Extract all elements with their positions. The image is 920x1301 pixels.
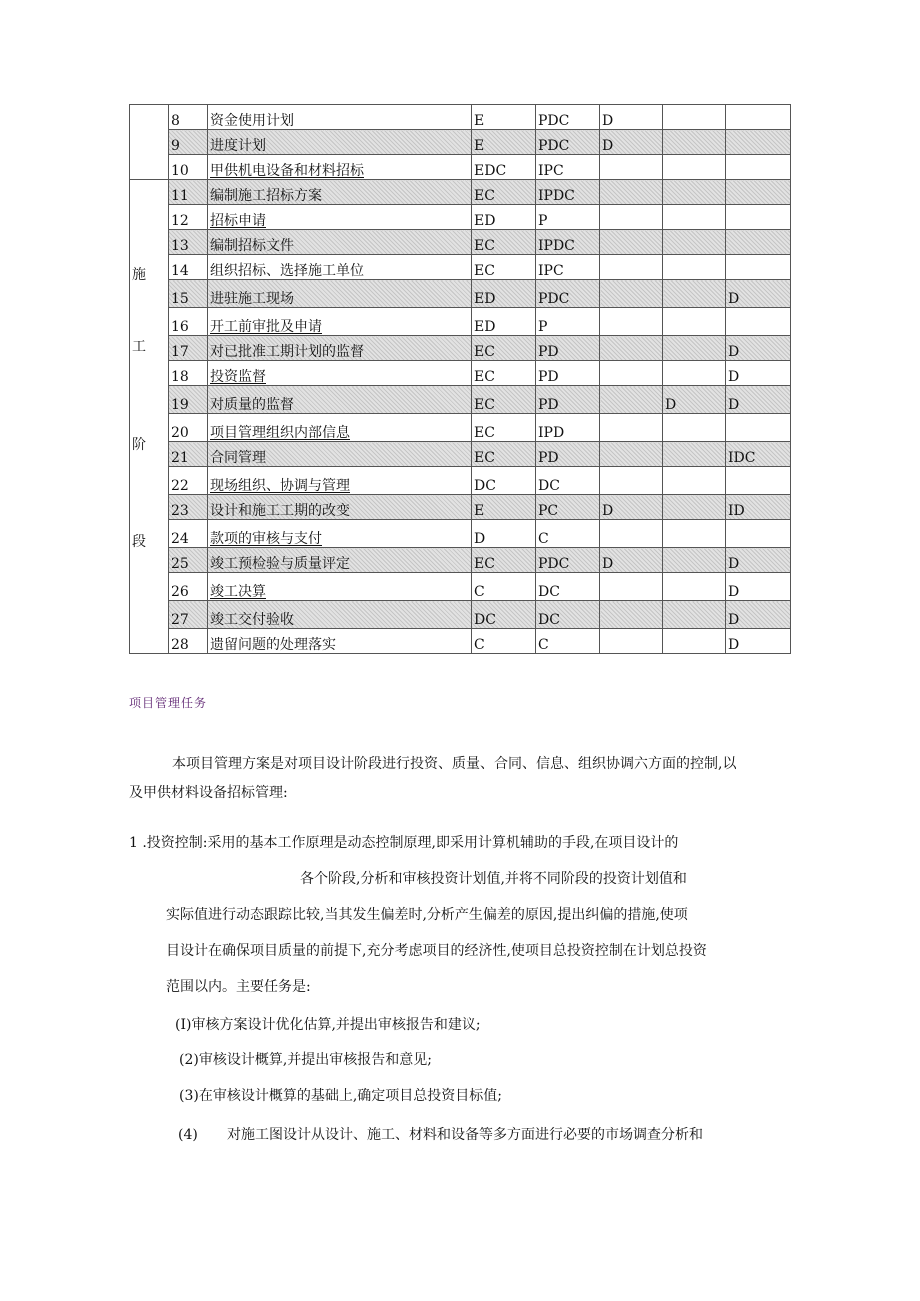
resp-cell-1: EC bbox=[472, 230, 536, 255]
resp-cell-2: C bbox=[536, 520, 600, 548]
task-text: 开工前审批及申请 bbox=[210, 319, 322, 335]
row-number: 24 bbox=[169, 520, 208, 548]
resp-cell-3: D bbox=[600, 548, 663, 573]
resp-cell-5 bbox=[726, 105, 791, 130]
resp-cell-3 bbox=[600, 467, 663, 495]
item1-line-3: 实际值进行动态跟踪比较,当其发生偏差时,分析产生偏差的原因,提出纠偏的措施,使项 bbox=[166, 907, 688, 923]
resp-cell-4 bbox=[663, 467, 726, 495]
resp-cell-4 bbox=[663, 495, 726, 520]
task-name bbox=[208, 414, 472, 442]
resp-cell-1: DC bbox=[472, 467, 536, 495]
row-number: 12 bbox=[169, 205, 208, 230]
intro-line-1: 本项目管理方案是对项目设计阶段进行投资、质量、合同、信息、组织协调六方面的控制,以 bbox=[172, 756, 737, 772]
subtask-4-label: (4) bbox=[178, 1127, 198, 1143]
table-row bbox=[130, 105, 791, 130]
table-row bbox=[130, 442, 791, 467]
resp-cell-3 bbox=[600, 336, 663, 361]
task-name: 进度计划 bbox=[208, 130, 472, 155]
resp-cell-1: C bbox=[472, 629, 536, 654]
resp-cell-5 bbox=[726, 467, 791, 495]
resp-cell-3 bbox=[600, 386, 663, 414]
resp-cell-1: EC bbox=[472, 442, 536, 467]
resp-cell-2: P bbox=[536, 205, 600, 230]
row-number: 26 bbox=[169, 573, 208, 601]
table-row bbox=[130, 336, 791, 361]
resp-cell-5: D bbox=[726, 280, 791, 308]
resp-cell-1: E bbox=[472, 130, 536, 155]
resp-cell-1: E bbox=[472, 495, 536, 520]
resp-cell-2: PD bbox=[536, 361, 600, 386]
resp-cell-1: EC bbox=[472, 548, 536, 573]
resp-cell-3 bbox=[600, 308, 663, 336]
resp-cell-2: DC bbox=[536, 573, 600, 601]
resp-cell-3: D bbox=[600, 130, 663, 155]
resp-cell-2: PD bbox=[536, 386, 600, 414]
task-name: 组织招标、选择施工单位 bbox=[208, 255, 472, 280]
resp-cell-3 bbox=[600, 573, 663, 601]
resp-cell-3 bbox=[600, 230, 663, 255]
task-name bbox=[208, 467, 472, 495]
stage-char: 阶 bbox=[132, 437, 146, 453]
resp-cell-2: DC bbox=[536, 467, 600, 495]
subtask-1: (I)审核方案设计优化估算,并提出审核报告和建议; bbox=[175, 1017, 481, 1033]
resp-cell-1: C bbox=[472, 573, 536, 601]
item1-line-2: 各个阶段,分析和审核投资计划值,并将不同阶段的投资计划值和 bbox=[300, 871, 687, 887]
resp-cell-4 bbox=[663, 548, 726, 573]
resp-cell-5 bbox=[726, 230, 791, 255]
task-name: 对已批准工期计划的监督 bbox=[208, 336, 472, 361]
item1-line-5: 范围以内。主要任务是: bbox=[166, 979, 311, 995]
resp-cell-5: ID bbox=[726, 495, 791, 520]
table-row bbox=[130, 520, 791, 548]
resp-cell-1: EC bbox=[472, 180, 536, 205]
task-name: 对质量的监督 bbox=[208, 386, 472, 414]
row-number: 21 bbox=[169, 442, 208, 467]
task-name: 设计和施工工期的改变 bbox=[208, 495, 472, 520]
intro-line-2: 及甲供材料设备招标管理: bbox=[129, 785, 288, 801]
row-number: 28 bbox=[169, 629, 208, 654]
resp-cell-3 bbox=[600, 414, 663, 442]
task-text: 甲供机电设备和材料招标 bbox=[210, 163, 364, 179]
table-row bbox=[130, 280, 791, 308]
table-row bbox=[130, 495, 791, 520]
row-number: 19 bbox=[169, 386, 208, 414]
table-row bbox=[130, 386, 791, 414]
resp-cell-4 bbox=[663, 255, 726, 280]
row-number: 27 bbox=[169, 601, 208, 629]
item1-line-4: 目设计在确保项目质量的前提下,充分考虑项目的经济性,使项目总投资控制在计划总投资 bbox=[166, 943, 707, 959]
resp-cell-4 bbox=[663, 105, 726, 130]
task-name: 编制施工招标方案 bbox=[208, 180, 472, 205]
table-row bbox=[130, 255, 791, 280]
resp-cell-3 bbox=[600, 155, 663, 180]
task-text: 现场组织、协调与管理 bbox=[210, 478, 350, 494]
responsibility-table bbox=[129, 104, 791, 654]
resp-cell-2: IPC bbox=[536, 155, 600, 180]
resp-cell-5 bbox=[726, 155, 791, 180]
table-row bbox=[130, 361, 791, 386]
subtask-3: (3)在审核设计概算的基础上,确定项目总投资目标值; bbox=[179, 1088, 502, 1104]
table-row bbox=[130, 601, 791, 629]
task-name: 资金使用计划 bbox=[208, 105, 472, 130]
resp-cell-2: PDC bbox=[536, 130, 600, 155]
resp-cell-5: D bbox=[726, 386, 791, 414]
task-text: 投资监督 bbox=[210, 369, 266, 385]
resp-cell-2: PD bbox=[536, 336, 600, 361]
row-number: 9 bbox=[169, 130, 208, 155]
resp-cell-3 bbox=[600, 601, 663, 629]
resp-cell-1: EC bbox=[472, 414, 536, 442]
row-number: 13 bbox=[169, 230, 208, 255]
table-row bbox=[130, 230, 791, 255]
resp-cell-2: C bbox=[536, 629, 600, 654]
resp-cell-4 bbox=[663, 361, 726, 386]
resp-cell-1: ED bbox=[472, 308, 536, 336]
resp-cell-5 bbox=[726, 520, 791, 548]
resp-cell-4 bbox=[663, 155, 726, 180]
table-row bbox=[130, 414, 791, 442]
resp-cell-2: PDC bbox=[536, 548, 600, 573]
row-number: 20 bbox=[169, 414, 208, 442]
resp-cell-2: IPDC bbox=[536, 230, 600, 255]
resp-cell-3 bbox=[600, 255, 663, 280]
resp-cell-4 bbox=[663, 442, 726, 467]
resp-cell-5: D bbox=[726, 629, 791, 654]
table-body bbox=[130, 105, 791, 654]
resp-cell-1: DC bbox=[472, 601, 536, 629]
resp-cell-2: IPDC bbox=[536, 180, 600, 205]
resp-cell-5: D bbox=[726, 548, 791, 573]
resp-cell-5: IDC bbox=[726, 442, 791, 467]
row-number: 10 bbox=[169, 155, 208, 180]
resp-cell-1: EC bbox=[472, 336, 536, 361]
resp-cell-3 bbox=[600, 442, 663, 467]
resp-cell-3 bbox=[600, 520, 663, 548]
task-text: 竣工决算 bbox=[210, 584, 266, 600]
table-row bbox=[130, 308, 791, 336]
item1-line-1: 1 .投资控制:采用的基本工作原理是动态控制原理,即采用计算机辅助的手段,在项目设计的 bbox=[129, 835, 679, 851]
task-name bbox=[208, 308, 472, 336]
resp-cell-2: PD bbox=[536, 442, 600, 467]
row-number: 17 bbox=[169, 336, 208, 361]
resp-cell-1: EC bbox=[472, 361, 536, 386]
resp-cell-4 bbox=[663, 629, 726, 654]
table-row bbox=[130, 130, 791, 155]
row-number: 16 bbox=[169, 308, 208, 336]
table-row bbox=[130, 629, 791, 654]
resp-cell-1: EC bbox=[472, 255, 536, 280]
resp-cell-4: D bbox=[663, 386, 726, 414]
row-number: 8 bbox=[169, 105, 208, 130]
stage-cell bbox=[130, 105, 169, 180]
table-row bbox=[130, 180, 791, 205]
row-number: 22 bbox=[169, 467, 208, 495]
resp-cell-5: D bbox=[726, 573, 791, 601]
task-name bbox=[208, 155, 472, 180]
resp-cell-5 bbox=[726, 205, 791, 230]
task-name bbox=[208, 520, 472, 548]
resp-cell-4 bbox=[663, 130, 726, 155]
resp-cell-4 bbox=[663, 308, 726, 336]
resp-cell-3 bbox=[600, 280, 663, 308]
resp-cell-1: ED bbox=[472, 280, 536, 308]
resp-cell-2: IPC bbox=[536, 255, 600, 280]
resp-cell-4 bbox=[663, 520, 726, 548]
row-number: 18 bbox=[169, 361, 208, 386]
task-name bbox=[208, 573, 472, 601]
task-name: 竣工交付验收 bbox=[208, 601, 472, 629]
resp-cell-3 bbox=[600, 205, 663, 230]
resp-cell-2: P bbox=[536, 308, 600, 336]
resp-cell-5 bbox=[726, 414, 791, 442]
row-number: 15 bbox=[169, 280, 208, 308]
task-name: 遗留问题的处理落实 bbox=[208, 629, 472, 654]
resp-cell-1: EC bbox=[472, 386, 536, 414]
resp-cell-5 bbox=[726, 255, 791, 280]
resp-cell-3: D bbox=[600, 495, 663, 520]
stage-cell bbox=[130, 180, 169, 654]
resp-cell-4 bbox=[663, 573, 726, 601]
resp-cell-2: IPD bbox=[536, 414, 600, 442]
resp-cell-3 bbox=[600, 629, 663, 654]
task-text: 招标申请 bbox=[210, 213, 266, 229]
subtask-2: (2)审核设计概算,并提出审核报告和意见; bbox=[179, 1052, 432, 1068]
resp-cell-5: D bbox=[726, 601, 791, 629]
resp-cell-1: E bbox=[472, 105, 536, 130]
table-row bbox=[130, 548, 791, 573]
resp-cell-5: D bbox=[726, 336, 791, 361]
resp-cell-5 bbox=[726, 130, 791, 155]
task-text: 款项的审核与支付 bbox=[210, 531, 322, 547]
resp-cell-2: PDC bbox=[536, 105, 600, 130]
section-heading: 项目管理任务 bbox=[129, 696, 208, 710]
table-row bbox=[130, 467, 791, 495]
resp-cell-2: PC bbox=[536, 495, 600, 520]
resp-cell-4 bbox=[663, 205, 726, 230]
subtask-4-text: 对施工图设计从设计、施工、材料和设备等多方面进行必要的市场调查分析和 bbox=[227, 1127, 703, 1143]
resp-cell-4 bbox=[663, 280, 726, 308]
row-number: 11 bbox=[169, 180, 208, 205]
resp-cell-4 bbox=[663, 414, 726, 442]
table-row bbox=[130, 573, 791, 601]
task-name: 竣工预检验与质量评定 bbox=[208, 548, 472, 573]
task-name: 编制招标文件 bbox=[208, 230, 472, 255]
task-text: 项目管理组织内部信息 bbox=[210, 425, 350, 441]
resp-cell-4 bbox=[663, 336, 726, 361]
row-number: 25 bbox=[169, 548, 208, 573]
stage-char: 施 bbox=[132, 267, 146, 283]
table-row bbox=[130, 205, 791, 230]
resp-cell-4 bbox=[663, 230, 726, 255]
table-row bbox=[130, 155, 791, 180]
resp-cell-4 bbox=[663, 601, 726, 629]
resp-cell-5 bbox=[726, 308, 791, 336]
resp-cell-4 bbox=[663, 180, 726, 205]
task-name bbox=[208, 361, 472, 386]
resp-cell-2: DC bbox=[536, 601, 600, 629]
resp-cell-3 bbox=[600, 361, 663, 386]
task-name bbox=[208, 205, 472, 230]
task-name: 合同管理 bbox=[208, 442, 472, 467]
resp-cell-3 bbox=[600, 180, 663, 205]
resp-cell-2: PDC bbox=[536, 280, 600, 308]
resp-cell-1: D bbox=[472, 520, 536, 548]
row-number: 14 bbox=[169, 255, 208, 280]
resp-cell-1: ED bbox=[472, 205, 536, 230]
stage-char: 工 bbox=[132, 339, 146, 355]
task-name: 进驻施工现场 bbox=[208, 280, 472, 308]
resp-cell-5: D bbox=[726, 361, 791, 386]
stage-char: 段 bbox=[132, 534, 146, 550]
row-number: 23 bbox=[169, 495, 208, 520]
resp-cell-1: EDC bbox=[472, 155, 536, 180]
resp-cell-5 bbox=[726, 180, 791, 205]
resp-cell-3: D bbox=[600, 105, 663, 130]
